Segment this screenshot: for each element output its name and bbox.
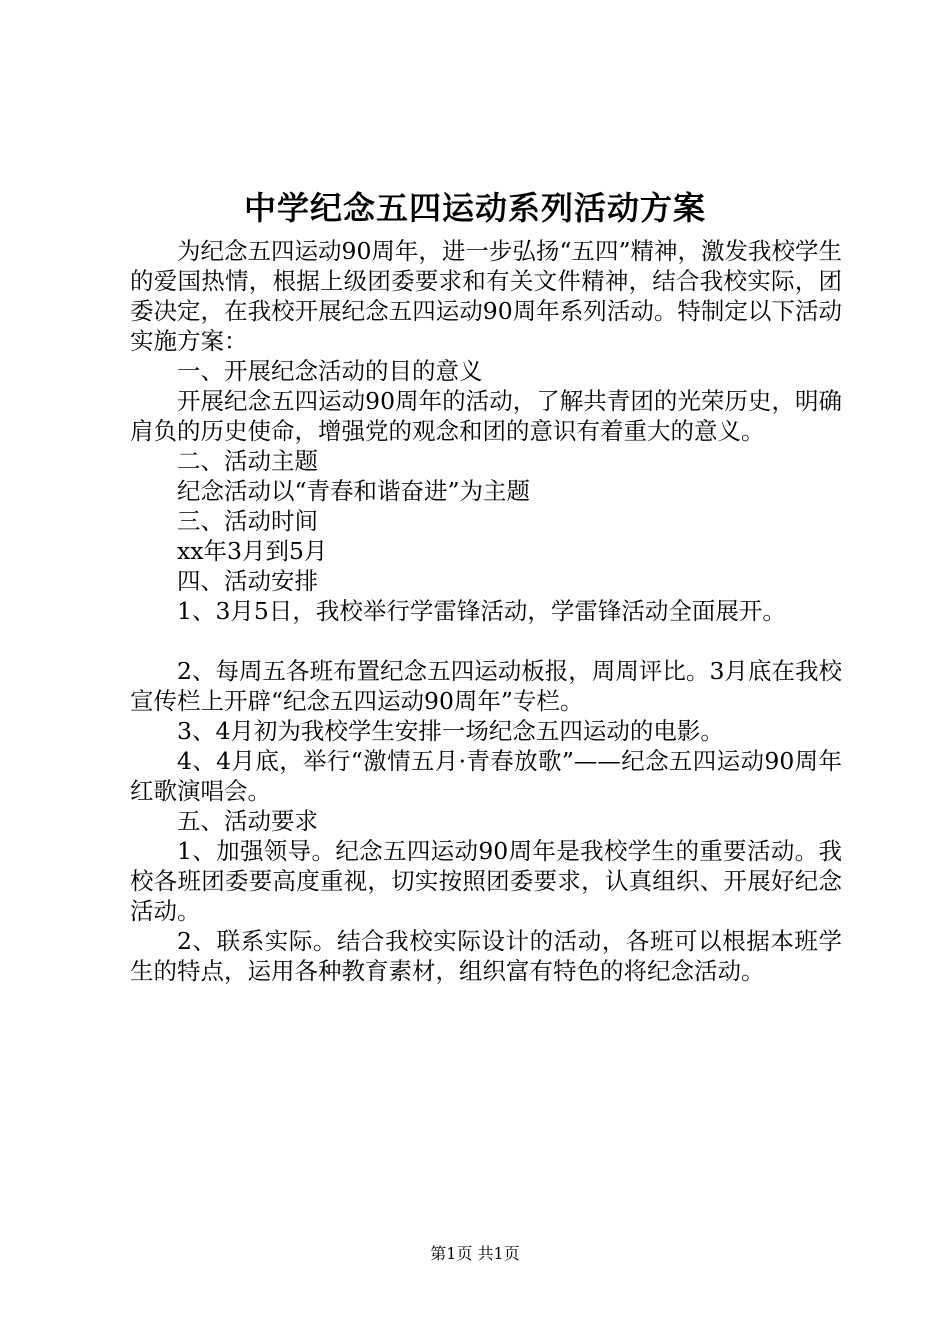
- arrangement-item-3: 3、4月初为我校学生安排一场纪念五四运动的电影。: [177, 717, 724, 745]
- paragraph-purpose: 开展纪念五四运动90周年的活动，了解共青团的光荣历史，明确肩负的历史使命，增强党的观念和团的意识有着重大的意义。: [130, 387, 842, 445]
- paragraph-intro: 为纪念五四运动90周年，进一步弘扬“五四”精神，激发我校学生的爱国热情，根据上级团委要求和有关文件精神，结合我校实际，团委决定，在我校开展纪念五四运动90周年系列活动。特制定以下活动实施方案：: [130, 237, 842, 355]
- section-heading-theme: 二、活动主题: [177, 447, 318, 475]
- section-heading-purpose: 一、开展纪念活动的目的意义: [177, 357, 483, 385]
- paragraph-theme: 纪念活动以“青春和谐奋进”为主题: [177, 477, 531, 505]
- paragraph-gap: [130, 626, 842, 656]
- section-heading-requirements: 五、活动要求: [177, 807, 318, 835]
- requirement-item-1: 1、加强领导。纪念五四运动90周年是我校学生的重要活动。我校各班团委要高度重视，切实按照团委要求，认真组织、开展好纪念活动。: [130, 837, 842, 925]
- page-footer: 第1页 共1页: [430, 1244, 520, 1263]
- paragraph-time: xx年3月到5月: [177, 537, 328, 565]
- arrangement-item-4: 4、4月底，举行“激情五月·青春放歌”——纪念五四运动90周年红歌演唱会。: [130, 747, 842, 805]
- section-heading-time: 三、活动时间: [177, 507, 318, 535]
- requirement-item-2: 2、联系实际。结合我校实际设计的活动，各班可以根据本班学生的特点，运用各种教育素材，组织富有特色的将纪念活动。: [130, 927, 842, 985]
- arrangement-item-1: 1、3月5日，我校举行学雷锋活动，学雷锋活动全面展开。: [177, 597, 786, 625]
- document-body: [130, 236, 842, 986]
- section-heading-arrangement: 四、活动安排: [177, 567, 318, 595]
- arrangement-item-2: 2、每周五各班布置纪念五四运动板报，周周评比。3月底在我校宣传栏上开辟“纪念五四运动90周年”专栏。: [130, 657, 842, 715]
- document-title: 中学纪念五四运动系列活动方案: [243, 189, 706, 227]
